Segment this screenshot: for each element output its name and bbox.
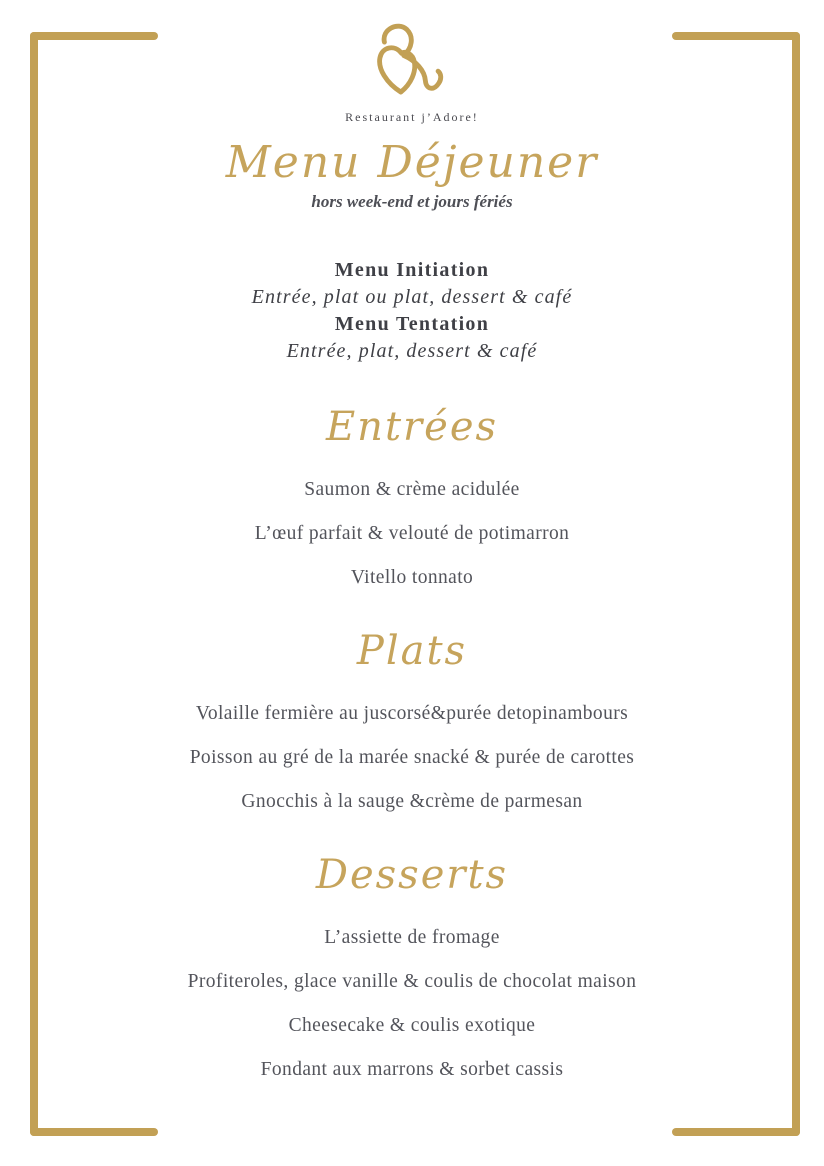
heart-script-a-icon (372, 22, 452, 104)
menu-item: Fondant aux marrons & sorbet cassis (260, 1059, 564, 1080)
section-items (255, 457, 570, 589)
page-title: Menu Déjeuner (225, 137, 599, 188)
section-title: Entrées (325, 404, 499, 450)
formule-description: Entrée, plat ou plat, dessert & café (251, 286, 573, 308)
menu-item: Saumon & crème acidulée (304, 479, 520, 500)
formule-description: Entrée, plat, dessert & café (286, 340, 538, 362)
menu-item: L’œuf parfait & velouté de potimarron (254, 523, 570, 544)
menu-item: Gnocchis à la sauge &crème de parmesan (241, 791, 583, 812)
menu-item: Vitello tonnato (350, 567, 474, 588)
menu-item: Volaille fermière au juscorsé&purée detopinambours (195, 703, 629, 724)
section-entrees (255, 365, 570, 589)
page-subtitle: hors week-end et jours fériés (311, 192, 513, 211)
section-plats (190, 589, 635, 813)
formule-name: Menu Tentation (334, 313, 490, 335)
menu-item: L’assiette de fromage (324, 927, 500, 948)
section-title: Desserts (315, 852, 509, 898)
formules-block (252, 257, 573, 365)
menu-item: Profiteroles, glace vanille & coulis de chocolat maison (187, 971, 637, 992)
formule-name: Menu Initiation (334, 259, 490, 281)
menu-item: Cheesecake & coulis exotique (288, 1015, 536, 1036)
section-items (190, 681, 635, 813)
section-title: Plats (356, 628, 468, 674)
brand-name: Restaurant j’Adore! (345, 110, 479, 124)
menu-item: Poisson au gré de la marée snacké & purée de carottes (189, 747, 635, 768)
section-items (188, 905, 637, 1081)
section-desserts (188, 813, 637, 1081)
